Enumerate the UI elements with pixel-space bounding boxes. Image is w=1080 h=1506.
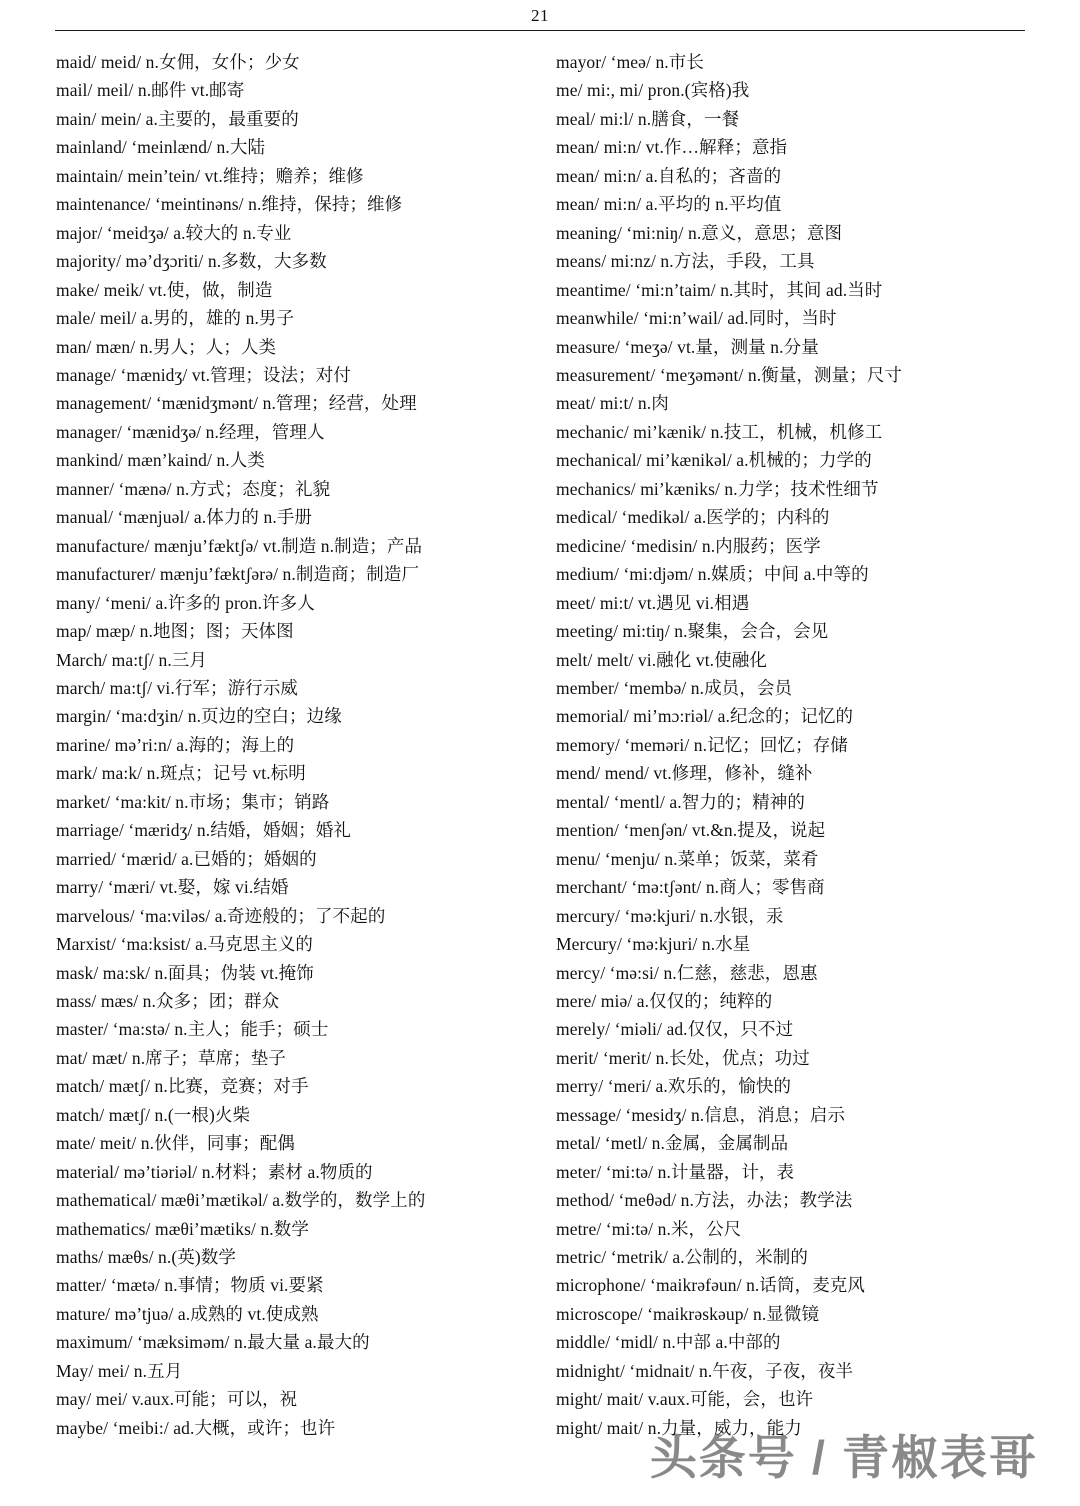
word-entry: measure/ ‘meʒə/ vt.量，测量 n.分量	[556, 336, 819, 357]
word-entry: manufacture/ mænju’fæktʃə/ vt.制造 n.制造；产品	[56, 535, 423, 556]
word-entry: middle/ ‘midl/ n.中部 a.中部的	[556, 1332, 781, 1353]
word-entry: meaning/ ‘mi:niŋ/ n.意义，意思；意图	[556, 222, 843, 243]
word-entry: maximum/ ‘mæksiməm/ n.最大量 a.最大的	[56, 1332, 370, 1353]
word-entry: marriage/ ‘mæridʒ/ n.结婚，婚姻；婚礼	[56, 820, 351, 841]
word-entry: matter/ ‘mætə/ n.事情；物质 vi.要紧	[56, 1275, 324, 1296]
word-entry: meanwhile/ ‘mi:n’wail/ ad.同时，当时	[556, 308, 837, 329]
word-entry: merely/ ‘miəli/ ad.仅仅，只不过	[556, 1019, 794, 1040]
word-entry: marry/ ‘mæri/ vt.娶，嫁 vi.结婚	[56, 877, 289, 898]
word-entry: married/ ‘mærid/ a.已婚的；婚姻的	[56, 848, 317, 869]
word-entry: mayor/ ‘meə/ n.市长	[556, 52, 704, 72]
word-entry: means/ mi:nz/ n.方法，手段，工具	[556, 251, 815, 272]
word-entry: mechanical/ mi’kænikəl/ a.机械的；力学的	[556, 450, 872, 471]
word-entry: mature/ mə’tjuə/ a.成熟的 vt.使成熟	[56, 1303, 319, 1324]
word-entry: map/ mæp/ n.地图；图；天体图	[56, 621, 294, 642]
word-entry: make/ meik/ vt.使，做，制造	[56, 279, 273, 300]
word-entry: manner/ ‘mænə/ n.方式；态度；礼貌	[56, 478, 331, 499]
word-entry: March/ ma:tʃ/ n.三月	[56, 649, 208, 670]
word-entry: major/ ‘meidʒə/ a.较大的 n.专业	[56, 222, 292, 243]
word-entry: manager/ ‘mænidʒə/ n.经理，管理人	[56, 421, 325, 442]
word-entry: material/ mə’tiəriəl/ n.材料；素材 a.物质的	[56, 1161, 373, 1182]
watermark: 头条号 / 青椒表哥	[649, 1431, 1038, 1484]
word-entry: many/ ‘meni/ a.许多的 pron.许多人	[56, 592, 315, 613]
word-entry: market/ ‘ma:kit/ n.市场；集市；销路	[56, 791, 330, 812]
word-entry: mend/ mend/ vt.修理，修补，缝补	[556, 763, 813, 784]
word-entry: march/ ma:tʃ/ vi.行军；游行示威	[56, 677, 299, 698]
word-entry: mechanic/ mi’kænik/ n.技工，机械，机修工	[556, 421, 883, 442]
word-columns	[0, 34, 1080, 1442]
word-entry: merit/ ‘merit/ n.长处，优点；功过	[556, 1047, 810, 1068]
word-entry: me/ mi:, mi/ pron.(宾格)我	[556, 80, 750, 101]
word-entry: management/ ‘mænidʒmənt/ n.管理；经营，处理	[56, 393, 417, 414]
word-entry: mate/ meit/ n.伙伴，同事；配偶	[56, 1133, 295, 1154]
word-entry: memory/ ‘meməri/ n.记忆；回忆；存储	[556, 734, 848, 755]
word-entry: meal/ mi:l/ n.膳食，一餐	[556, 108, 740, 129]
word-entry: metric/ ‘metrik/ a.公制的，米制的	[556, 1247, 808, 1268]
word-entry: mention/ ‘menʃən/ vt.&n.提及，说起	[556, 820, 826, 841]
word-entry: meeting/ mi:tiŋ/ n.聚集，会合，会见	[556, 621, 829, 642]
word-entry: mainland/ ‘meinlænd/ n.大陆	[56, 137, 266, 158]
word-entry: meat/ mi:t/ n.肉	[556, 393, 669, 414]
word-entry: May/ mei/ n.五月	[56, 1360, 183, 1381]
word-entry: mathematics/ mæθi’mætiks/ n.数学	[56, 1218, 309, 1239]
word-entry: manufacturer/ mænju’fæktʃərə/ n.制造商；制造厂	[56, 564, 420, 585]
word-entry: mental/ ‘mentl/ a.智力的；精神的	[556, 791, 805, 812]
word-entry: mechanics/ mi’kæniks/ n.力学；技术性细节	[556, 478, 879, 499]
word-entry: meter/ ‘mi:tə/ n.计量器，计，表	[556, 1161, 795, 1182]
word-entry: mercy/ ‘mə:si/ n.仁慈，慈悲，恩惠	[556, 962, 818, 983]
word-entry: mere/ miə/ a.仅仅的；纯粹的	[556, 990, 773, 1011]
word-entry: majority/ mə’dʒɔriti/ n.多数，大多数	[56, 251, 327, 272]
word-entry: medicine/ ‘medisin/ n.内服药；医学	[556, 535, 821, 556]
word-entry: method/ ‘meθəd/ n.方法，办法；教学法	[556, 1190, 853, 1211]
word-entry: midnight/ ‘midnait/ n.午夜，子夜，夜半	[556, 1360, 854, 1381]
word-entry: memorial/ mi’mɔ:riəl/ a.纪念的；记忆的	[556, 706, 854, 727]
word-entry: maths/ mæθs/ n.(英)数学	[56, 1247, 237, 1268]
word-entry: mercury/ ‘mə:kjuri/ n.水银，汞	[556, 905, 784, 926]
word-entry: metal/ ‘metl/ n.金属，金属制品	[556, 1133, 789, 1154]
word-entry: Mercury/ ‘mə:kjuri/ n.水星	[556, 934, 751, 955]
word-entry: marine/ mə’ri:n/ a.海的；海上的	[56, 734, 295, 755]
word-entry: microscope/ ‘maikrəskəup/ n.显微镜	[556, 1303, 820, 1324]
word-entry: master/ ‘ma:stə/ n.主人；能手；硕士	[56, 1019, 329, 1040]
page-number: 21	[531, 6, 549, 25]
word-entry: man/ mæn/ n.男人；人；人类	[56, 336, 277, 357]
word-entry: message/ ‘mesidʒ/ n.信息，消息；启示	[556, 1104, 846, 1125]
word-entry: merry/ ‘meri/ a.欢乐的，愉快的	[556, 1076, 792, 1097]
word-entry: manual/ ‘mænjuəl/ a.体力的 n.手册	[56, 507, 313, 528]
page-header	[0, 0, 1080, 34]
word-entry: member/ ‘membə/ n.成员，会员	[556, 677, 793, 698]
word-entry: maintain/ mein’tein/ vt.维持；赡养；维修	[56, 165, 364, 186]
right-column	[540, 48, 1024, 1442]
header-divider	[55, 30, 1025, 31]
word-entry: might/ mait/ v.aux.可能，会，也许	[556, 1389, 814, 1410]
word-entry: might/ mait/ n.力量，威力，能力	[556, 1417, 802, 1438]
word-entry: mask/ ma:sk/ n.面具；伪装 vt.掩饰	[56, 962, 314, 983]
word-entry: may/ mei/ v.aux.可能；可以，祝	[56, 1389, 298, 1410]
word-entry: marvelous/ ‘ma:viləs/ a.奇迹般的；了不起的	[56, 905, 386, 926]
word-entry: metre/ ‘mi:tə/ n.米，公尺	[556, 1218, 742, 1239]
word-entry: medium/ ‘mi:djəm/ n.媒质；中间 a.中等的	[556, 564, 869, 585]
word-entry: maybe/ ‘meibi:/ ad.大概，或许；也许	[56, 1417, 336, 1438]
word-entry: manage/ ‘mænidʒ/ vt.管理；设法；对付	[56, 364, 351, 385]
word-entry: mat/ mæt/ n.席子；草席；垫子	[56, 1047, 286, 1068]
word-entry: margin/ ‘ma:dʒin/ n.页边的空白；边缘	[56, 706, 342, 727]
word-entry: microphone/ ‘maikrəfəun/ n.话筒，麦克风	[556, 1275, 865, 1296]
word-entry: mathematical/ mæθi’mætikəl/ a.数学的，数学上的	[56, 1190, 426, 1211]
word-entry: male/ meil/ a.男的，雄的 n.男子	[56, 308, 295, 329]
word-entry: mark/ ma:k/ n.斑点；记号 vt.标明	[56, 763, 306, 784]
left-column	[56, 48, 540, 1442]
word-entry: mean/ mi:n/ a.自私的；吝啬的	[556, 165, 782, 186]
word-entry: mail/ meil/ n.邮件 vt.邮寄	[56, 80, 245, 101]
word-entry: measurement/ ‘meʒəmənt/ n.衡量，测量；尺寸	[556, 364, 903, 385]
word-entry: Marxist/ ‘ma:ksist/ a.马克思主义的	[56, 934, 314, 955]
word-entry: main/ mein/ a.主要的，最重要的	[56, 108, 299, 129]
word-entry: mean/ mi:n/ vt.作…解释；意指	[556, 137, 788, 158]
word-entry: match/ mætʃ/ n.(一根)火柴	[56, 1104, 251, 1125]
word-entry: mass/ mæs/ n.众多；团；群众	[56, 990, 280, 1011]
word-entry: melt/ melt/ vi.融化 vt.使融化	[556, 649, 767, 670]
word-entry: medical/ ‘medikəl/ a.医学的；内科的	[556, 507, 830, 528]
word-entry: merchant/ ‘mə:tʃənt/ n.商人；零售商	[556, 877, 825, 898]
word-entry: menu/ ‘menju/ n.菜单；饭菜，菜肴	[556, 848, 819, 869]
word-entry: maintenance/ ‘meintinəns/ n.维持，保持；维修	[56, 194, 403, 215]
word-entry: match/ mætʃ/ n.比赛，竞赛；对手	[56, 1076, 309, 1097]
word-entry: mankind/ mæn’kaind/ n.人类	[56, 450, 265, 471]
word-entry: mean/ mi:n/ a.平均的 n.平均值	[556, 194, 782, 215]
word-entry: maid/ meid/ n.女佣，女仆；少女	[56, 52, 300, 72]
word-entry: meet/ mi:t/ vt.遇见 vi.相遇	[556, 592, 750, 613]
word-entry: meantime/ ‘mi:n’taim/ n.其时，其间 ad.当时	[556, 279, 883, 300]
